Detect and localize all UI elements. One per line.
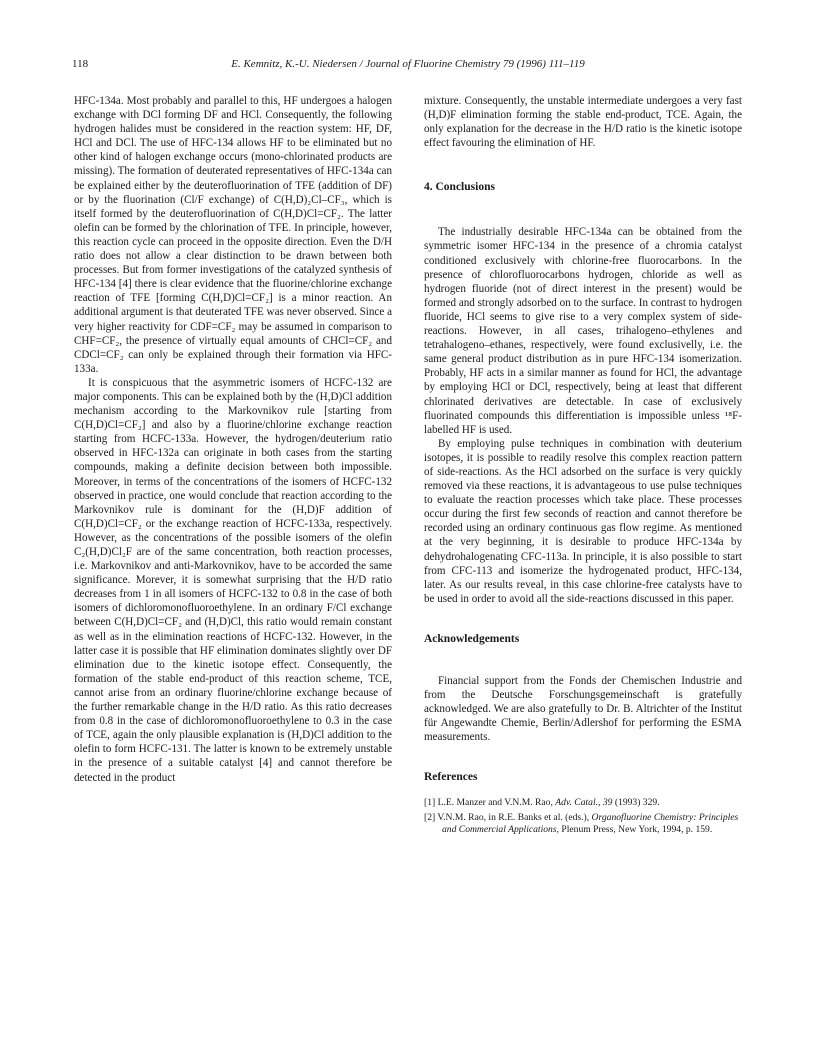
paragraph: HFC-134a. Most probably and parallel to this, HF undergoes a halogen exchange with DCl forming DF and HCl. Consequently, the following hydrogen halides must be considered in the reaction system: HF, DF, HCl and DCl. The use of HFC-134 allows HF to be eliminated but no other kind of halogen exchange occurs (mono-chlorinated products are missing). The formation of deuterated representatives of HFC-134a can be explained either by the deuterofluorination of TFE (addition of DF) or by the fluorination (Cl/F exchange) of C(H,D)₂Cl–CF₃, which is itself formed by the deuterofluorination of C(H,D)Cl=CF₂. The latter olefin can be formed by the chlorination of TFE. In principle, however, this reaction cycle can proceed in the opposite direction. Even the D/H ratio does not allow a clear distinction to be drawn between both processes. But from former investigations of the catalyzed synthesis of HFC-134 [4] there is clear evidence that the fluorine/chlorine exchange reaction of TFE [forming C(H,D)Cl=CF₂] is a minor reaction. An additional argument is that deuterated TFE was never observed. Since a very higher reactivity for CDF=CF₂ may be assumed in comparison to CHF=CF₂, the presence of virtually equal amounts of CHCl=CF₂ and CDCl=CF₂ can only be explained through their formation via HFC-133a. xyxy=(74,95,392,375)
acknowledgements-text: Financial support from the Fonds der Chemischen Industrie and from the Deutsche Forschungsgemeinschaft is gratefully acknowledged. We are also gratefully to Dr. B. Altrichter of the Institut für Angewandte Chemie, Berlin/Adlershof for performing the ESMA measurements. xyxy=(424,674,742,744)
reference-item: [2] V.N.M. Rao, in R.E. Banks et al. (eds.), Organofluorine Chemistry: Principles and Commercial Applications, Plenum Press, New York, 1994, p. 159. xyxy=(424,811,739,836)
paragraph: By employing pulse techniques in combination with deuterium isotopes, it is possible to readily resolve this complex reaction pattern of side-reactions. As the HCl adsorbed on the surface is very quickly removed via these reactions, it is advantageous to use pulse techniques to evaluate the reaction processes which take place. These processes occur during the first few seconds of reaction and cannot therefore be recorded using an ordinary continuous gas flow regime. As mentioned at the very beginning, it is desirable to produce HFC-134a by dehydrohalogenating CFC-113a. In principle, it is also possible to start from CFC-113 and isomerize the hydrogenated product, HFC-134, later. As our results reveal, in this case chlorine-free catalysts have to be used in order to avoid all the side-reactions discussed in this paper. xyxy=(424,437,742,605)
paragraph: The industrially desirable HFC-134a can be obtained from the symmetric isomer HFC-134 in the presence of a chromia catalyst conditioned exclusively with chlorine-free fluorocarbons. In the presence of chlorofluorocarbons hydrogen, chloride as well as hydrogen fluoride (not of direct interest in the present) would be formed and strongly adsorbed on to the surface. In contrast to hydrogen fluoride, HCl seems to give rise to a very complex system of side-reactions. However, in all cases, trihalogeno–ethylenes and tetrahalogeno–ethanes, respectively, were found exclusivelly, i.e. the same general product distribution as in pure HFC-134 isomerization. Probably, HF acts in a similar manner as found for HCl, the advantage by employing HCl or DCl, respectively, being at least that different chlorinated derivatives are detectable. In case of exclusively fluorinated compounds this differentiation is impossible unless ¹⁸F-labelled HF is used. xyxy=(424,226,742,436)
left-column xyxy=(74,94,392,785)
page-number: 118 xyxy=(72,58,89,70)
section-heading-references: References xyxy=(424,771,478,784)
reference-list xyxy=(424,797,742,836)
paragraph: It is conspicuous that the asymmetric isomers of HCFC-132 are major components. This can be explained both by the (H,D)Cl addition mechanism according to the Markovnikov rule [starting from C(H,D)Cl=CF₂] and also by a fluorine/chlorine exchange reaction starting from HCFC-133a. However, the hydrogen/deuterium ratio observed in HFC-132a can originate in both cases from the starting compounds, making a definite decision between both impossible. Moreover, in terms of the concentrations of the isomers of HCFC-132 observed in practice, one would conclude that reaction according to the Markovnikov rule is dominant for the (H,D)F addition of C(H,D)Cl=CF₂ or the exchange reaction of HCFC-133a, respectively. However, as the concentrations of the possible isomers of the olefin C₂(H,D)Cl₂F are of the same concentration, both reaction processes, i.e. Markovnikov and anti-Markovnikov, have to be accorded the same significance. Morever, it is somewhat surprising that the H/D ratio decreases from 1 in all isomers of HCFC-132 to 0.8 in the case of both isomers of dichloromonofluoroethylene. In an ordinary F/Cl exchange between C(H,D)Cl=CF₂ and (H,D)Cl, this ratio would remain constant as well as in the elimination reactions of HCFC-132. However, in the latter case it is possible that HF elimination dominates slightly over DF elimination due to the kinetic isotope effect. Consequently, the formation of the stable end-product of this reaction scheme, TCE, cannot arise from an ordinary fluorine/chlorine exchange because of the further remarkable change in the H/D ratio. As this ratio decreases from 0.8 in the case of dichloromonofluoroethylene to 0.3 in the case of TCE, again the only plausible explanation is (H,D)Cl addition to the olefin to form HCFC-131. The latter is known to be extremely unstable in the presence of a suitable catalyst [4] and cannot therefore be detected in the product xyxy=(74,376,392,784)
running-head: E. Kemnitz, K.-U. Niedersen / Journal of Fluorine Chemistry 79 (1996) 111–119 xyxy=(231,58,585,70)
right-column xyxy=(424,94,742,839)
section-heading-conclusions: 4. Conclusions xyxy=(424,181,495,194)
paragraph: mixture. Consequently, the unstable intermediate undergoes a very fast (H,D)F elimination forming the stable end-product, TCE. Again, the only explanation for the decrease in the H/D ratio is the kinetic isotope effect favouring the elimination of HF. xyxy=(424,95,742,150)
page-header xyxy=(72,58,744,74)
reference-item: [1] L.E. Manzer and V.N.M. Rao, Adv. Catal., 39 (1993) 329. xyxy=(424,797,660,809)
section-heading-acknowledgements: Acknowledgements xyxy=(424,632,520,645)
